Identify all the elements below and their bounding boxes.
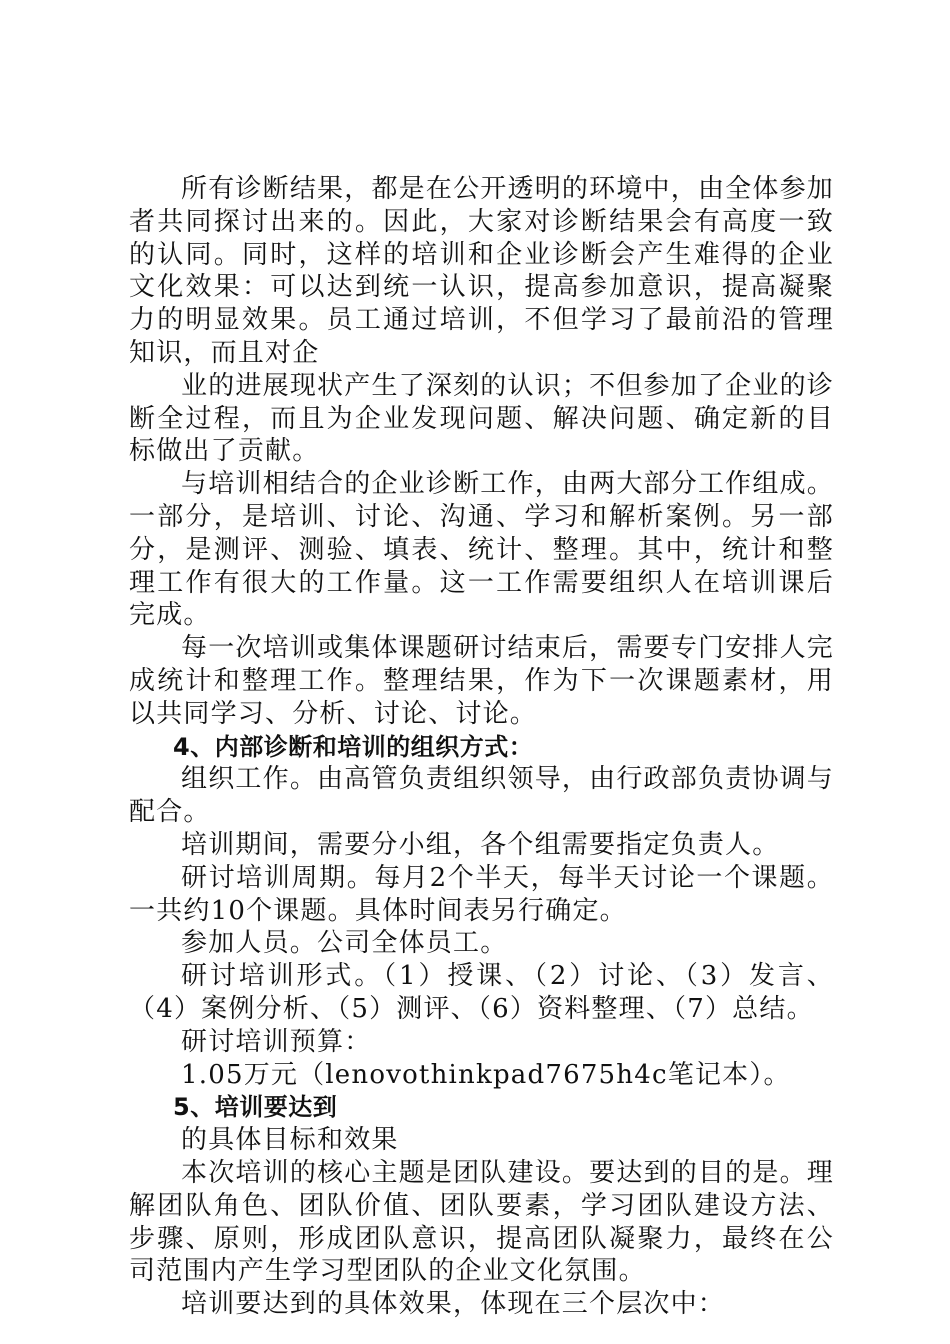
paragraph-diagnosis-results: 所有诊断结果，都是在公开透明的环境中，由全体参加者共同探讨出来的。因此，大家对诊断结果会有高度一致的认同。同时，这样的培训和企业诊断会产生难得的企业文化效果：可以达到统一认识，提高参加意识，提高凝聚力的明显效果。员工通过培训，不但学习了最前沿的管理知识，而且对企 [129, 174, 834, 368]
paragraph-training-forms: 研讨培训形式。（1）授课、（2）讨论、（3）发言、（4）案例分析、（5）测评、（6）资料整理、（7）总结。 [129, 961, 834, 1024]
paragraph-core-theme: 本次培训的核心主题是团队建设。要达到的目的是。理解团队角色、团队价值、团队要素，学习团队建设方法、步骤、原则，形成团队意识，提高团队凝聚力，最终在公司范围内产生学习型团队的企业文化氛围。 [129, 1157, 834, 1287]
document-body [129, 173, 834, 1321]
paragraph-participants: 参加人员。公司全体员工。 [181, 928, 508, 959]
paragraph-training-budget-value: 1.05万元（lenovothinkpad7675h4c笔记本）。 [181, 1059, 791, 1090]
heading-training-goals: 5、培训要达到 [173, 1093, 338, 1122]
paragraph-three-levels: 培训要达到的具体效果，体现在三个层次中： [181, 1289, 726, 1320]
paragraph-training-cycle: 研讨培训周期。每月2个半天，每半天讨论一个课题。一共约10个课题。具体时间表另行确定。 [129, 862, 834, 926]
paragraph-training-groups: 培训期间，需要分小组，各个组需要指定负责人。 [181, 829, 780, 860]
paragraph-organization-work: 组织工作。由高管负责组织领导，由行政部负责协调与配合。 [129, 764, 834, 828]
paragraph-statistics-arrangement: 每一次培训或集体课题研讨结束后，需要专门安排人完成统计和整理工作。整理结果，作为下一次课题素材，用以共同学习、分析、讨论、讨论。 [129, 633, 834, 729]
paragraph-enterprise-status: 业的进展现状产生了深刻的认识；不但参加了企业的诊断全过程，而且为企业发现问题、解决问题、确定新的目标做出了贡献。 [129, 370, 834, 467]
heading-organization-method: 4、内部诊断和培训的组织方式： [173, 732, 534, 761]
paragraph-goals-subtitle: 的具体目标和效果 [181, 1125, 399, 1156]
paragraph-training-budget-label: 研讨培训预算： [181, 1026, 372, 1057]
paragraph-two-parts-work: 与培训相结合的企业诊断工作，由两大部分工作组成。一部分，是培训、讨论、沟通、学习和解析案例。另一部分，是测评、测验、填表、统计、整理。其中，统计和整理工作有很大的工作量。这一工作需要组织人在培训课后完成。 [129, 469, 834, 631]
